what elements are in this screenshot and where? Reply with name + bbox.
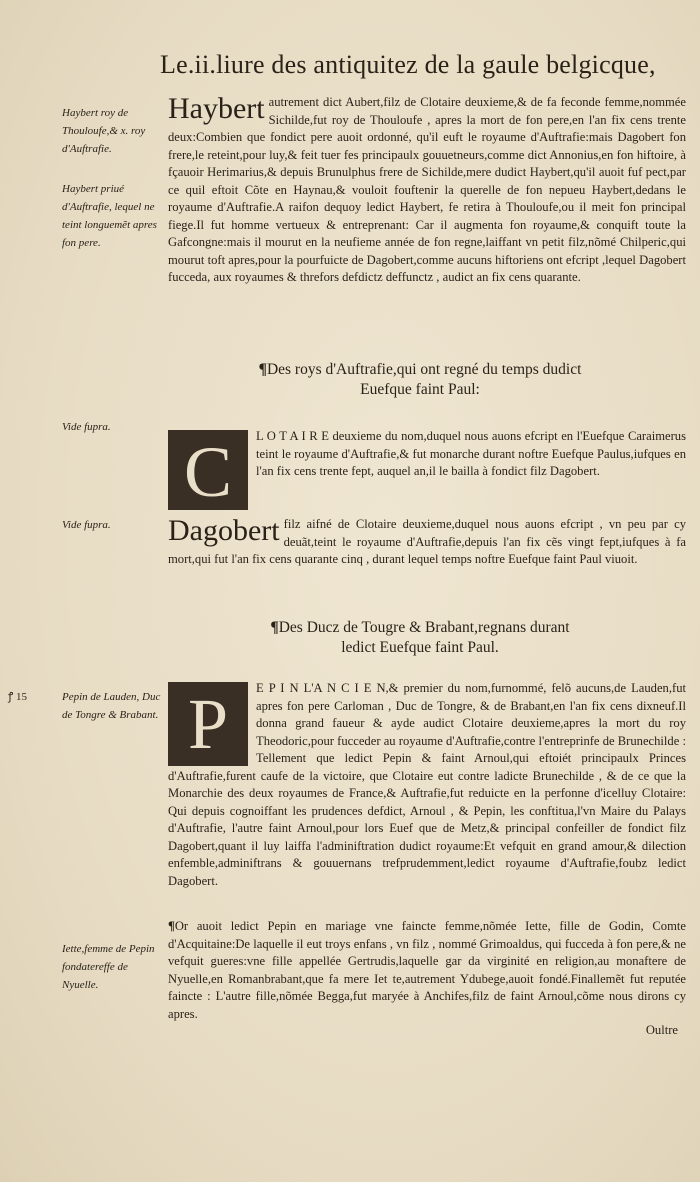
- catchword: Oultre: [645, 1023, 678, 1037]
- pilcrow-icon: ¶: [270, 619, 279, 636]
- paragraph-text: L O T A I R E deuxieme du nom,duquel nous auons efcript en l'Euefque Caraimerus teint le royaume d'Auftrafie,& fut monarche durant noftre Euefque Paulus,iufques en l'an fix cens trente fept, auquel an,il le bailla à fondict filz Dagobert.: [256, 429, 686, 478]
- pilcrow-icon: ¶: [168, 919, 175, 933]
- pilcrow-icon: ¶: [258, 361, 267, 378]
- margin-note-6: Iette,femme de Pepin fondatereffe de Nyuelle.: [62, 943, 155, 991]
- running-header: Le.ii.liure des antiquitez de la gaule belgicque,: [160, 50, 656, 79]
- paragraph-lead-word: Dagobert: [168, 514, 280, 547]
- paragraph-text: Or auoit ledict Pepin en mariage vne faincte femme,nõmée Iette, fille de Godin, Comte d'Acquitaine:De laquelle il eut troys enfans , vn filz , nommé Grimoaldus, qui fucceda à fon pere,& ne vefquit gueres:vne fille appellée Gertrudis,laquelle gar da virginité en religion,au monaftere de Nyuelle,en Romanbrabant,que fa mere Iet te,autrement Ydubege,auoit fondé.Finallemẽt fut reputée faincte : L'autre fille,nõmée Begga,fut maryée à Anchifes,filz de faint Arnoul,cõme nous dirons cy apres.: [168, 919, 686, 1021]
- paragraph-text: autrement dict Aubert,filz de Clotaire deuxieme,& de fa feconde femme,nommée Sichilde,fut roy de Thouloufe , apres la mort de fon pere,en l'an fix cens trente deux:Combien que fondict pere auoit ordonné, qu'il euft le royaume d'Auftrafie:mais Dagobert fon frere,le reteint,pour luy,& feit tuer fes principaulx gouuetneurs,comme dict Annonius,en fon hiftoire, à fçauoir Herimarius,& depuis Brunulphus frere de Sichilde,mere dudict Haybert,qu'il auoit fuf pect,par ce quil eftoit Cõte en Haynau,& vouloit fouftenir la querelle de fon nepueu Haybert,dedans le royaume d'Auftrafie.A raifon dequoy ledict Haybert, fe retira à Thouloufe,ou il meit fon principal fiege.Il fut homme vertueux & entreprenant: Car il augmenta fon royaume,& conquift toute la Gafcongne:mais il mourut en la neufieme année de fon regne,laiffant vn petit filz,nõmé Chilperic,qui mourut toft apres,pour la pourfuicte de Dagobert,comme aucuns hiftoriens ont efcript ,lequel Dagobert fucceda, aux royaumes & threfors defdictz deffunctz , audict an fix cens quarante.: [168, 95, 686, 284]
- paragraph-dagobert: [168, 516, 686, 569]
- margin-handwritten-mark: ꝭ 15: [8, 691, 27, 703]
- margin-note-4: Vide fupra.: [62, 519, 111, 531]
- decorated-initial: P: [168, 682, 248, 766]
- decorated-initial: C: [168, 430, 248, 510]
- section-title-roys: ¶Des roys d'Auftrafie,qui ont regné du temps dudict Euefque faint Paul:: [258, 361, 582, 398]
- paragraph-haybert: [168, 94, 686, 287]
- paragraph-text: E P I N L'A N C I E N,& premier du nom,furnommé, felõ aucuns,de Lauden,fut apres fon pere Carloman , Duc de Tongre, & de Brabant,en l'an fix cens dixneuf.Il donna grand faueur & ayde audict Clotaire deuxieme,apres la mort du roy Theodoric,pour fucceder au royaume d'Auftrafie,contre l'entreprinfe de Brunechilde : Tellement que ledict Pepin & faint Arnoul,qui eftoiét principaulx Princes d'Auftrafie,furent caufe de la victoire, que Clotaire eut contre ladicte Brunechilde , & de ce que la Monarchie des deux royaumes de France,& Auftrafie,fut reduicte en la perfonne d'icelluy Clotaire: Qui depuis cognoiffant les prudences defdict, Arnoul , & Pepin, les conftitua,l'vn Maire du Palays d'Auftrafie, l'autre faint Arnoul,pour lors Euef que de Metz,& principal confeiller de fondict filz Dagobert,quant il luy laiffa l'adminiftration dudict royaume:Et vefquit en grand amour,& dilection enfemble,adminiftrans & gouuernans trefprudemment,ledict royaume d'Auftrafie,foubz ledict Dagobert.: [168, 681, 686, 888]
- margin-note-5: Pepin de Lauden, Duc de Tongre & Brabant.: [62, 691, 161, 721]
- margin-note-1: Haybert roy de Thouloufe,& x. roy d'Auftrafie.: [62, 107, 146, 155]
- margin-note-3: Vide fupra.: [62, 421, 111, 433]
- section-title-ducz: ¶Des Ducz de Tougre & Brabant,regnans durant ledict Euefque faint Paul.: [270, 619, 570, 656]
- paragraph-clotaire: [168, 428, 686, 510]
- paragraph-text: filz aifné de Clotaire deuxieme,duquel nous auons efcript , vn peu par cy deuãt,teint le royaume d'Auftrafie,depuis l'an fix cẽs vingt fept,iufques à fa mort,qui fut l'an fix cens quarante cinq , durant lequel temps noftre Euefque faint Paul viuoit.: [168, 517, 686, 566]
- paragraph-pepin: [168, 680, 686, 890]
- paragraph-iette: [168, 918, 686, 1023]
- paragraph-lead-word: Haybert: [168, 92, 265, 125]
- margin-note-2: Haybert priué d'Auftrafie, lequel ne teint longuemẽt apres fon pere.: [62, 183, 157, 249]
